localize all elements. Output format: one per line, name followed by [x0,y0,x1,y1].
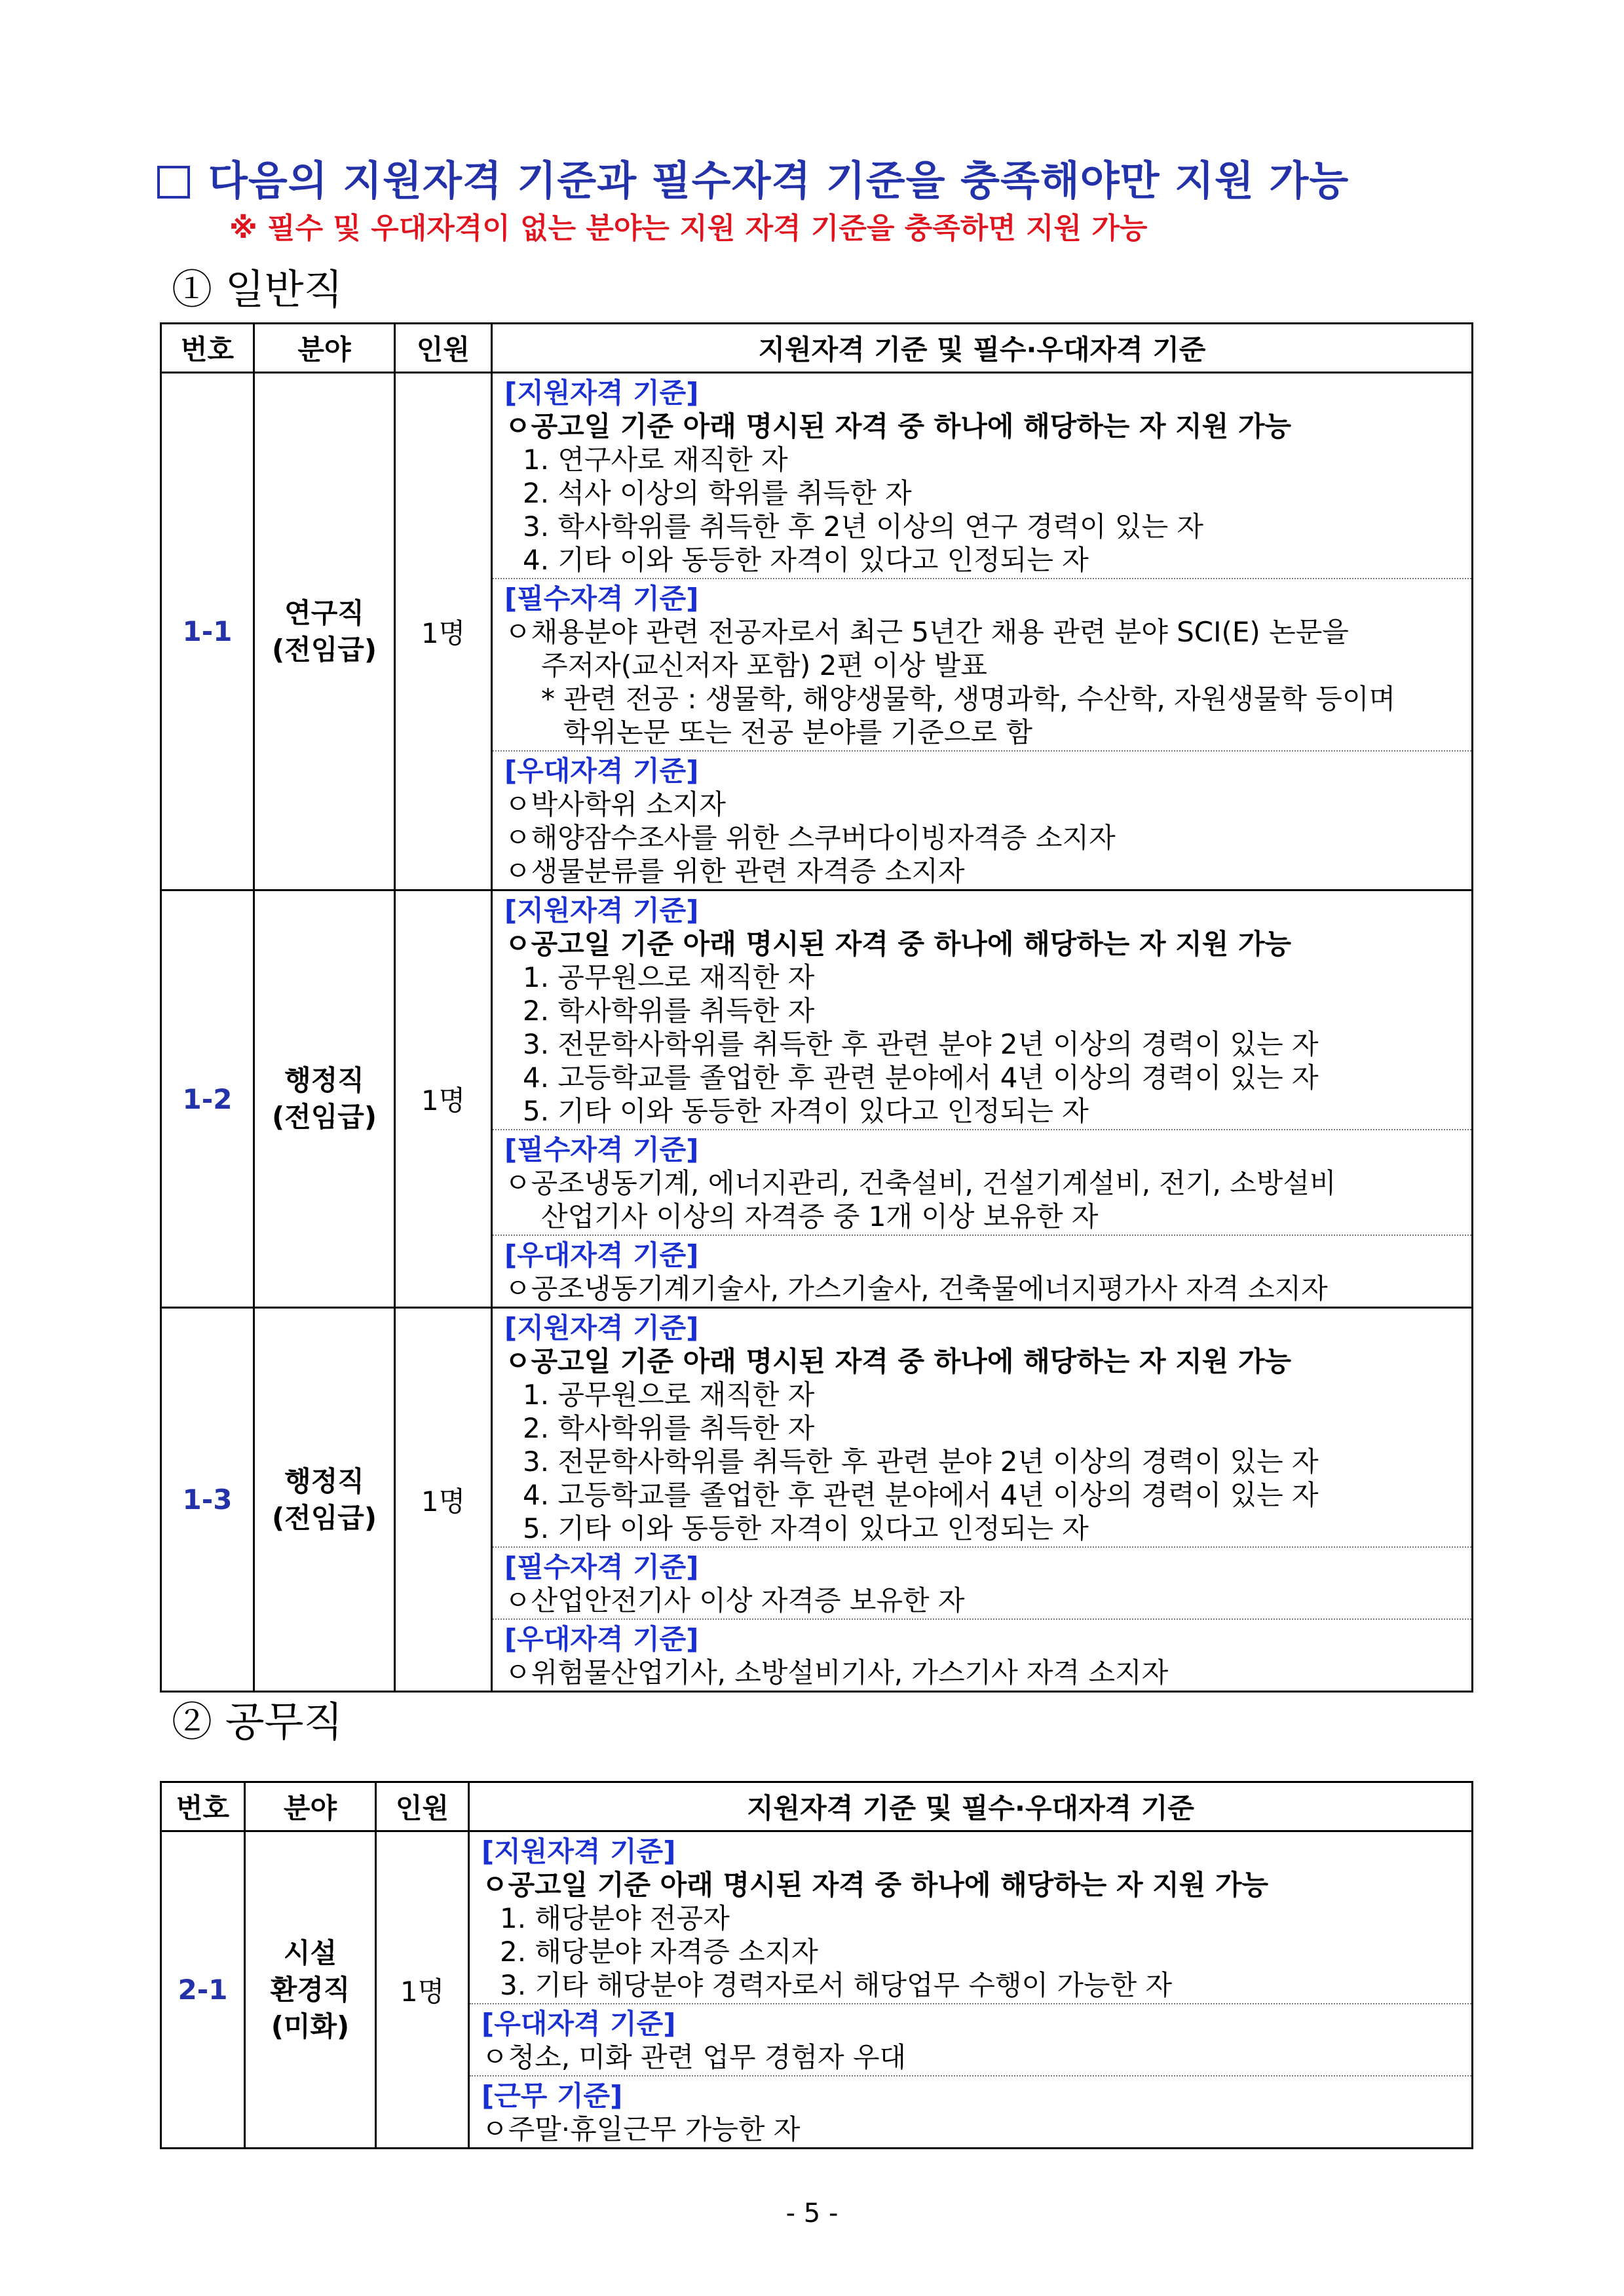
criteria-line: * 관련 전공 : 생물학, 해양생물학, 생명과학, 수산학, 자원생물학 등이며 [541,683,1396,715]
qualification-table-general [160,322,1473,1693]
criteria-line: 2. 학사학위를 취득한 자 [523,1412,815,1444]
criteria-block [493,1129,1471,1234]
criteria-block-heading: [우대자격 기준] [504,1239,699,1271]
column-header-criteria: 지원자격 기준 및 필수·우대자격 기준 [492,324,1473,373]
criteria-block-heading: [필수자격 기준] [504,583,699,615]
criteria-block [493,750,1471,889]
criteria-block [493,373,1471,578]
criteria-block [493,1234,1471,1307]
row-field-line: 연구직 [284,596,364,629]
criteria-line: ㅇ청소, 미화 관련 업무 경험자 우대 [482,2041,907,2073]
criteria-block-heading: [필수자격 기준] [504,1134,699,1166]
criteria-line: ㅇ공고일 기준 아래 명시된 자격 중 하나에 해당하는 자 지원 가능 [482,1869,1269,1901]
criteria-line: 주저자(교신저자 포함) 2편 이상 발표 [541,649,987,681]
criteria-line: 2. 학사학위를 취득한 자 [523,995,815,1027]
row-headcount: 1명 [395,890,492,1308]
criteria-line: 1. 공무원으로 재직한 자 [523,961,815,993]
criteria-line: 5. 기타 이와 동등한 자격이 있다고 인정되는 자 [523,1512,1089,1544]
row-number: 1-2 [161,890,254,1308]
column-header-field: 분야 [245,1782,376,1831]
column-header-headcount: 인원 [376,1782,469,1831]
table-row [161,1831,1473,2149]
table-row [161,1308,1473,1692]
row-field-line: 행정직 [284,1464,364,1497]
criteria-block [493,1618,1471,1691]
table-header-row [161,1782,1473,1831]
criteria-line: 4. 고등학교를 졸업한 후 관련 분야에서 4년 이상의 경력이 있는 자 [523,1062,1319,1094]
criteria-block [470,2075,1471,2147]
criteria-line: 4. 고등학교를 졸업한 후 관련 분야에서 4년 이상의 경력이 있는 자 [523,1479,1319,1511]
row-field [254,1308,395,1692]
row-criteria [469,1831,1473,2149]
criteria-line: ㅇ위험물산업기사, 소방설비기사, 가스기사 자격 소지자 [504,1656,1169,1689]
qualification-table-public-service [160,1781,1473,2149]
criteria-block-heading: [우대자격 기준] [482,2008,676,2040]
row-field [245,1831,376,2149]
criteria-block-heading: [우대자격 기준] [504,1623,699,1655]
criteria-line: ㅇ채용분야 관련 전공자로서 최근 5년간 채용 관련 분야 SCI(E) 논문을 [504,616,1349,648]
criteria-line: ㅇ박사학위 소지자 [504,788,726,820]
row-field-line: (전임급) [271,633,377,666]
table-row [161,890,1473,1308]
criteria-line: 산업기사 이상의 자격증 중 1개 이상 보유한 자 [541,1200,1099,1233]
criteria-line: ㅇ생물분류를 위한 관련 자격증 소지자 [504,855,965,887]
criteria-line: ㅇ주말·휴일근무 가능한 자 [482,2113,801,2145]
criteria-line: 5. 기타 이와 동등한 자격이 있다고 인정되는 자 [523,1095,1089,1127]
criteria-line: 3. 전문학사학위를 취득한 후 관련 분야 2년 이상의 경력이 있는 자 [523,1445,1319,1478]
page-title-text: 다음의 지원자격 기준과 필수자격 기준을 충족해야만 지원 가능 [208,157,1350,204]
criteria-line: 3. 기타 해당분야 경력자로서 해당업무 수행이 가능한 자 [500,1969,1173,2001]
row-field [254,890,395,1308]
criteria-line: ㅇ공고일 기준 아래 명시된 자격 중 하나에 해당하는 자 지원 가능 [504,1345,1292,1377]
criteria-block [493,891,1471,1129]
row-field-line: (미화) [271,2010,350,2042]
criteria-block-heading: [지원자격 기준] [504,1312,699,1344]
page-number: - 5 - [785,2198,839,2229]
criteria-block-heading: [지원자격 기준] [482,1835,676,1867]
criteria-block-heading: [우대자격 기준] [504,755,699,787]
row-criteria [492,890,1473,1308]
section-heading-general: ① 일반직 [172,265,343,313]
criteria-block [493,1309,1471,1546]
column-header-number: 번호 [161,324,254,373]
row-criteria [492,1308,1473,1692]
criteria-line: 1. 해당분야 전공자 [500,1902,730,1934]
row-field-line: 환경직 [270,1973,350,2006]
criteria-block [470,2003,1471,2075]
criteria-line: ㅇ공조냉동기계, 에너지관리, 건축설비, 건설기계설비, 전기, 소방설비 [504,1167,1336,1199]
table-row [161,373,1473,890]
criteria-line: 2. 석사 이상의 학위를 취득한 자 [523,477,912,509]
page-title [157,148,1349,206]
criteria-line: 학위논문 또는 전공 분야를 기준으로 함 [563,716,1032,748]
table-header-row [161,324,1473,373]
criteria-line: 1. 연구사로 재직한 자 [523,444,788,476]
criteria-block [493,578,1471,750]
column-header-criteria: 지원자격 기준 및 필수·우대자격 기준 [469,1782,1473,1831]
criteria-line: 3. 학사학위를 취득한 후 2년 이상의 연구 경력이 있는 자 [523,510,1203,543]
criteria-block [470,1832,1471,2003]
column-header-number: 번호 [161,1782,245,1831]
criteria-block [493,1546,1471,1618]
criteria-line: ㅇ공조냉동기계기술사, 가스기술사, 건축물에너지평가사 자격 소지자 [504,1272,1328,1305]
column-header-headcount: 인원 [395,324,492,373]
criteria-line: ㅇ공고일 기준 아래 명시된 자격 중 하나에 해당하는 자 지원 가능 [504,410,1292,442]
row-number: 1-1 [161,373,254,890]
row-field-line: 행정직 [284,1064,364,1096]
row-headcount: 1명 [395,373,492,890]
checkbox-square-icon [157,166,190,199]
criteria-line: ㅇ해양잠수조사를 위한 스쿠버다이빙자격증 소지자 [504,822,1116,854]
criteria-line: 1. 공무원으로 재직한 자 [523,1379,815,1411]
criteria-block-heading: [지원자격 기준] [504,377,699,409]
row-number: 1-3 [161,1308,254,1692]
row-number: 2-1 [161,1831,245,2149]
criteria-line: 2. 해당분야 자격증 소지자 [500,1936,818,1968]
criteria-line: 4. 기타 이와 동등한 자격이 있다고 인정되는 자 [523,544,1089,576]
row-criteria [492,373,1473,890]
row-headcount: 1명 [395,1308,492,1692]
row-field-line: (전임급) [271,1101,377,1133]
page-note: ※ 필수 및 우대자격이 없는 분야는 지원 자격 기준을 충족하면 지원 가능 [229,212,1148,245]
criteria-line: ㅇ공고일 기준 아래 명시된 자격 중 하나에 해당하는 자 지원 가능 [504,928,1292,960]
criteria-block-heading: [필수자격 기준] [504,1551,699,1583]
column-header-field: 분야 [254,324,395,373]
row-headcount: 1명 [376,1831,469,2149]
section-heading-public-service: ② 공무직 [172,1698,343,1746]
criteria-block-heading: [지원자격 기준] [504,894,699,927]
row-field [254,373,395,890]
row-field-line: (전임급) [271,1501,377,1534]
criteria-line: 3. 전문학사학위를 취득한 후 관련 분야 2년 이상의 경력이 있는 자 [523,1028,1319,1060]
row-field-line: 시설 [283,1936,337,1969]
criteria-block-heading: [근무 기준] [482,2080,623,2112]
criteria-line: ㅇ산업안전기사 이상 자격증 보유한 자 [504,1584,965,1617]
